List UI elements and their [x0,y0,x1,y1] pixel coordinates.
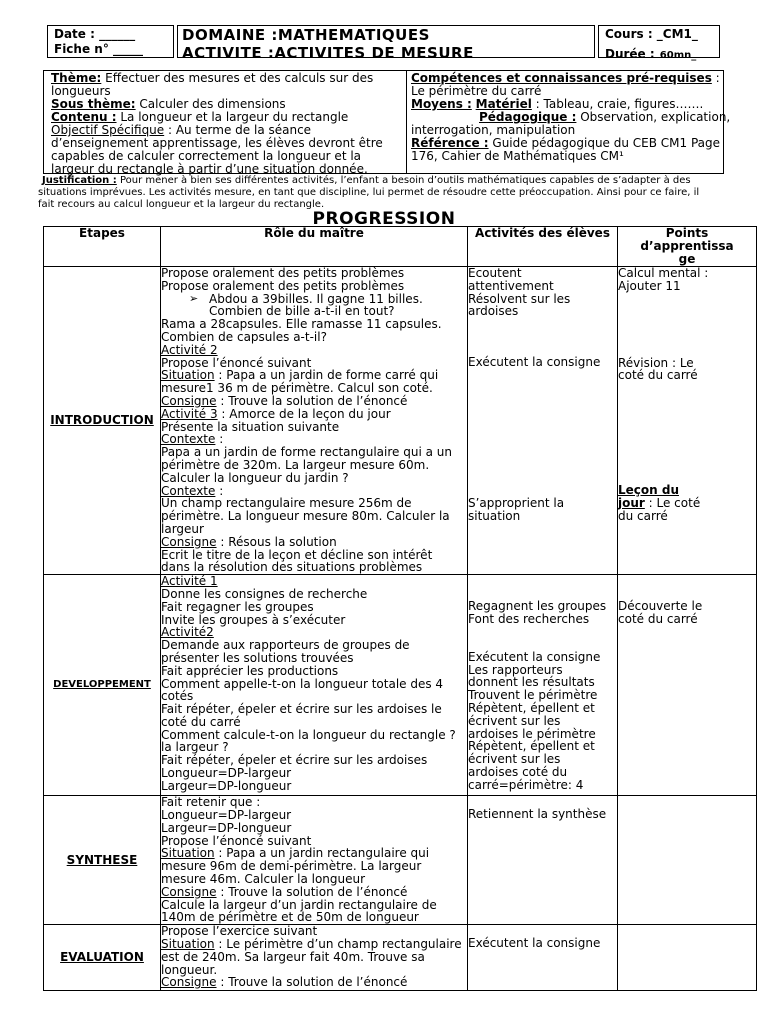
objectif-line-2: capables de calculer correctement la longueur et la [51,149,362,163]
eval-maitre: Propose l’exercice suivant Situation : Le périmètre d’un champ rectangulaire est de 240m. Sa largeur fait 40m. Trouve sa longueur. Consigne : Trouve la solution de l’énoncé [161,925,468,991]
materiel-text: : Tableau, craie, figures……. [531,97,704,111]
domain-box [177,25,595,58]
theme-key: Thème: [51,71,102,85]
table-row-developpement [44,575,757,796]
dev-maitre: Activité 1 Donne les consignes de recherche Fait regagner les groupes Invite les groupes à s’exécuter Activité2 Demande aux rapporteurs de groupes de présenter les solutions trouvées Fait apprécier les productions Comment appelle-t-on la longueur totale des 4 cotés Fait répéter, épeler et écrire sur les ardoises le coté du carré Comment calcule-t-on la longueur du rectangle ? la largeur ? Fait répéter, épeler et écrire sur les ardoises Longueur=DP-largeur Largeur=DP-longueur [161,575,468,796]
moyens-key: Moyens : [411,97,472,111]
justification-line-2: fait recours au calcul longueur et la largeur du rectangle. [38,199,325,210]
activity-title: ACTIVITE :ACTIVITES DE MESURE [182,44,474,58]
header-etapes: Etapes [44,227,161,267]
intro-points: Calcul mental : Ajouter 11 Révision : Le coté du carré Leçon du jour : Le coté du carré [618,267,757,575]
cours-label: Cours : _CM1_ [605,27,698,41]
syn-eleves: Retiennent la synthèse [468,796,618,925]
duree-value: 60mn_ [659,50,697,61]
table-row-synthese [44,796,757,925]
justification-key: Justification : [42,175,117,186]
pedagogique-key: Pédagogique : [479,110,577,124]
contenu-key: Contenu : [51,110,117,124]
reference-text: Guide pédagogique du CEB CM1 Page [488,136,721,150]
competences-key: Compétences et connaissances pré-requises [411,71,712,85]
pedagogique-text: Observation, explication, [576,110,731,124]
eval-points [618,925,757,991]
competences-text: Le périmètre du carré [411,84,542,98]
stage-synthese: SYNTHESE [44,796,161,925]
duree-label: Durée : [605,47,655,61]
progression-title: PROGRESSION [312,209,456,229]
objectif-line-1: d’enseignement apprentissage, les élèves devront être [51,136,383,150]
info-left [51,72,406,176]
dev-points: Découverte le coté du carré [618,575,757,796]
objectif-line-0: : Au terme de la séance [164,123,312,137]
contenu-text: La longueur et la largeur du rectangle [116,110,349,124]
stage-evaluation: EVALUATION [44,925,161,991]
syn-points [618,796,757,925]
syn-maitre: Fait retenir que : Longueur=DP-largeur Largeur=DP-longueur Propose l’énoncé suivant Situation : Papa a un jardin rectangulaire qui mesure 96m de demi-périmètre. La largeur mesure 46m. Calculer la longueur Consigne : Trouve la solution de l’énoncé Calcule la largeur d’un jardin rectangulaire de 140m de périmètre et de 50m de longueur [161,796,468,925]
info-right [411,71,731,163]
cours-box [598,25,720,61]
stage-developpement: DEVELOPPEMENT [44,575,161,796]
table-row-evaluation [44,925,757,991]
progression-table [43,226,757,991]
header-activites-eleves: Activités des élèves [468,227,618,267]
objectif-line-3: largeur du rectangle à partir d’une situation donnée. [51,162,368,176]
date-label: Date : ______ [54,27,136,41]
header-role-maitre: Rôle du maître [161,227,468,267]
table-header-row [44,227,757,267]
pedagogique-text-2: interrogation, manipulation [411,123,576,137]
sous-theme-text: Calculer des dimensions [135,97,286,111]
dev-eleves: Regagnent les groupes Font des recherches Exécutent la consigne Les rapporteurs donnent les résultats Trouvent le périmètre Répètent, épellent et écrivent sur les ardoises le périmètre Répètent, épellent et écrivent sur les ardoises coté du carré=périmètre: 4 [468,575,618,796]
intro-eleves: Ecoutent attentivement Résolvent sur les ardoises Exécutent la consigne S’approprient la situation [468,267,618,575]
justification-line-1: situations imprévues. Les activités mesure, en tant que discipline, lui permet de résoudre cette préoccupation. Ainsi pour ce faire, il [38,187,700,198]
domain-title: DOMAINE :MATHEMATIQUES [182,26,430,44]
sous-theme-key: Sous thème: [51,97,136,111]
theme-text-2: longueurs [51,84,111,98]
header-points: Points d’apprentissa ge [618,227,757,267]
justification [38,175,758,211]
eval-eleves: Exécutent la consigne [468,925,618,991]
intro-maitre: Propose oralement des petits problèmes Propose oralement des petits problèmes ➢ Abdou a 39billes. Il gagne 11 billes. Combien de bille a-t-il en tout? Rama a 28capsules. Elle ramasse 11 capsules. Combien de capsules a-t-il? Activité 2 Propose l’énoncé suivant Situation : Papa a un jardin de forme carré qui mesure1 36 m de périmètre. Calcul son coté. Consigne : Trouve la solution de l’énoncé Activité 3 : Amorce de la leçon du jour Présente la situation suivante Contexte : Papa a un jardin de forme rectangulaire qui a un périmètre de 320m. La largeur mesure 60m. Calculer la longueur du jardin ? Contexte : Un champ rectangulaire mesure 256m de périmètre. La longueur mesure 80m. Calculer la largeur Consigne : Résous la solution Ecrit le titre de la leçon et décline son intérêt dans la résolution des situations problèmes [161,267,468,575]
date-fiche-box [47,25,174,58]
theme-text: Effectuer des mesures et des calculs sur des [101,71,374,85]
fiche-label: Fiche n° _____ [54,42,144,56]
materiel-key: Matériel [475,97,532,111]
stage-introduction: INTRODUCTION [44,267,161,575]
competences-sep: : [711,71,720,85]
objectif-key: Objectif Spécifique [51,123,165,137]
reference-key: Référence : [411,136,489,150]
table-row-introduction [44,267,757,575]
justification-line-0: Pour mener à bien ses différentes activités, l’enfant a besoin d’outils mathématiques capables de s’adapter à des [116,175,691,186]
reference-text-2: 176, Cahier de Mathématiques CM¹ [411,149,624,163]
